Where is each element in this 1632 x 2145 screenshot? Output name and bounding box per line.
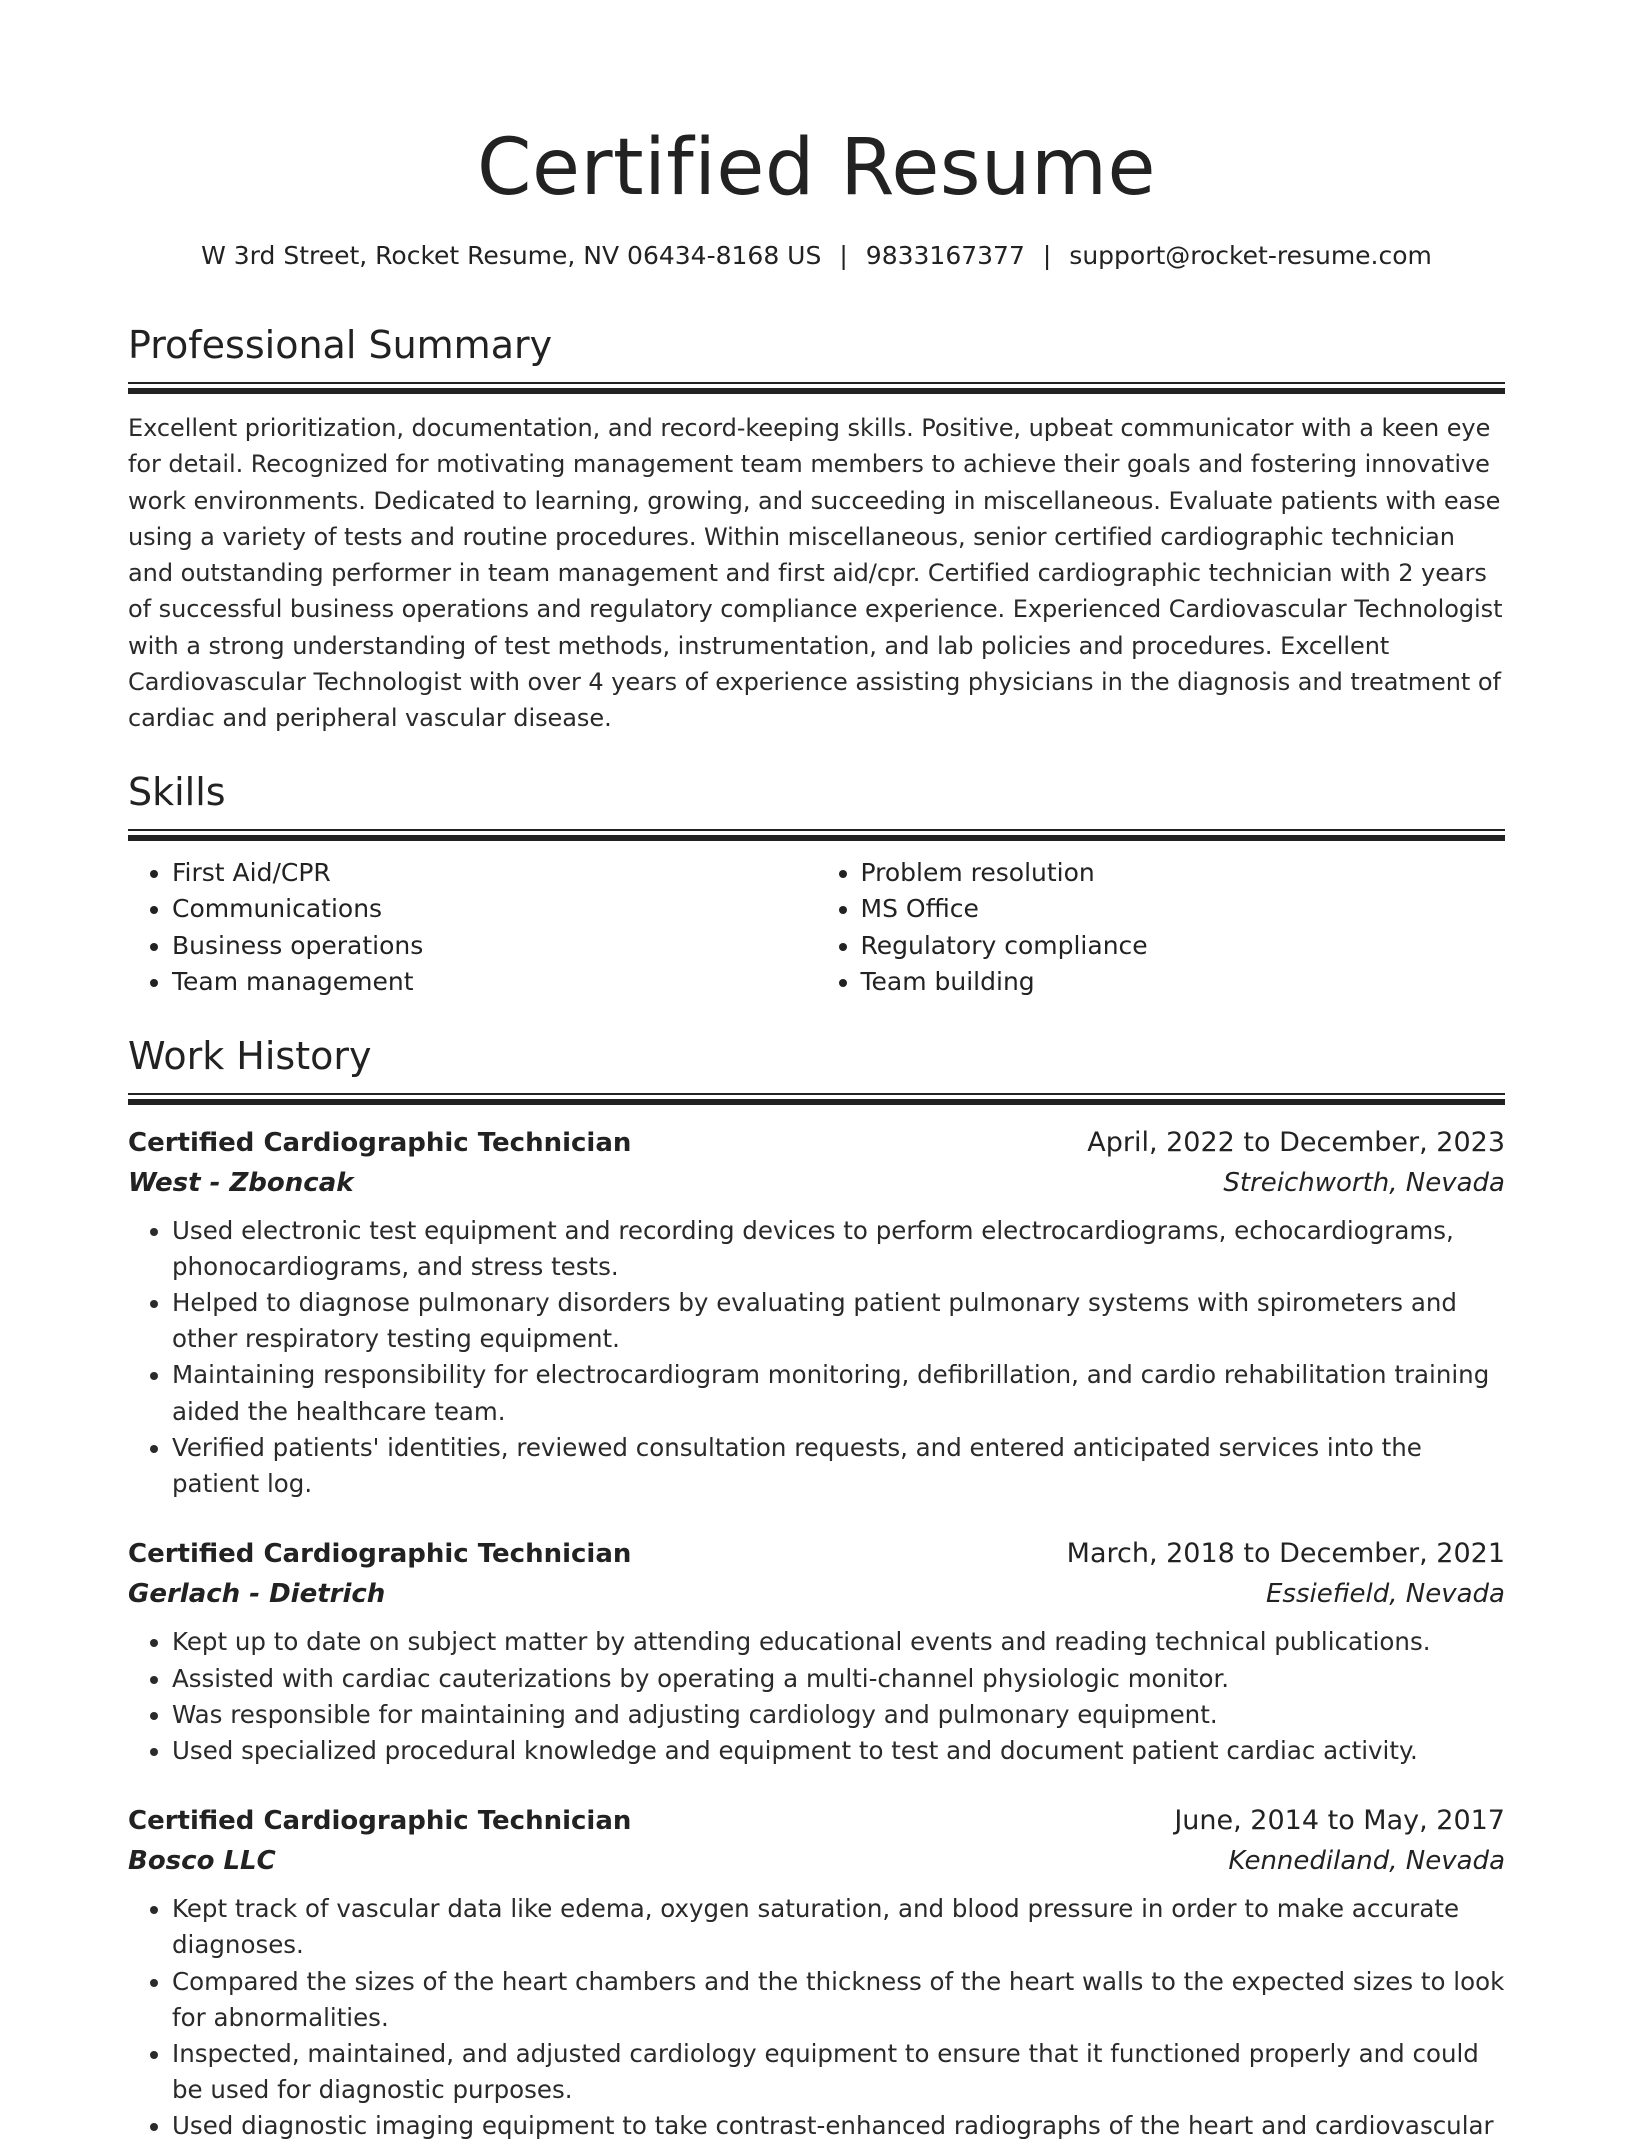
- skill-item: • Regulatory compliance: [861, 928, 1506, 965]
- job-title: Certified Cardiographic Technician: [128, 1127, 632, 1158]
- section-title-summary: Professional Summary: [128, 323, 553, 367]
- contact-line: [128, 238, 1505, 274]
- job-bullet: • Used electronic test equipment and recording devices to perform electrocardiograms, echocardiograms, phonocardiograms, and stress tests.: [172, 1213, 1505, 1285]
- job-bullet: • Inspected, maintained, and adjusted cardiology equipment to ensure that it functioned properly and could be used for diagnostic purposes.: [172, 2036, 1505, 2108]
- job-entry: [128, 1123, 1505, 1503]
- job-title: Certified Cardiographic Technician: [128, 1806, 632, 1837]
- skill-item: • Team building: [861, 964, 1506, 1001]
- skills-list-left: [128, 855, 817, 1001]
- skill-item: • Communications: [172, 891, 817, 928]
- job-location: Essiefield, Nevada: [1266, 1579, 1505, 1610]
- job-company: Gerlach - Dietrich: [128, 1579, 386, 1610]
- skill-item: • Business operations: [172, 928, 817, 965]
- contact-email: support@rocket-resume.com: [1069, 241, 1432, 270]
- job-dates: June, 2014 to May, 2017: [1174, 1805, 1505, 1837]
- job-bullet: • Compared the sizes of the heart chambers and the thickness of the heart walls to the expected sizes to look for abnormalities.: [172, 1964, 1505, 2036]
- job-entry: [128, 1534, 1505, 1769]
- section-title-skills: Skills: [128, 769, 226, 814]
- job-bullets: [128, 1891, 1505, 2144]
- job-dates: April, 2022 to December, 2023: [1087, 1126, 1505, 1158]
- job-company: West - Zboncak: [128, 1167, 354, 1198]
- job-bullet: • Was responsible for maintaining and adjusting cardiology and pulmonary equipment.: [172, 1697, 1505, 1733]
- section-title-work: Work History: [128, 1033, 372, 1078]
- job-bullet: • Verified patients' identities, reviewed consultation requests, and entered anticipated services into the patient log.: [172, 1430, 1505, 1502]
- skills-list-right: [817, 855, 1506, 1001]
- summary-text: Excellent prioritization, documentation, and record-keeping skills. Positive, upbeat communicator with a keen eye for detail. Recognized for motivating management team members to achieve their goals and fostering innovative work environments. Dedicated to learning, growing, and succeeding in miscellaneous. Evaluate patients with ease using a variety of tests and routine procedures. Within miscellaneous, senior certified cardiographic technician and outstanding performer in team management and first aid/cpr. Certified cardiographic technician with 2 years of successful business operations and regulatory compliance experience. Experienced Cardiovascular Technologist with a strong understanding of test methods, instrumentation, and lab policies and procedures. Excellent Cardiovascular Technologist with over 4 years of experience assisting physicians in the diagnosis and treatment of cardiac and peripheral vascular disease.: [128, 414, 1503, 733]
- resume-name: Certified Resume: [477, 123, 1156, 213]
- job-company: Bosco LLC: [128, 1846, 276, 1877]
- job-bullet: • Assisted with cardiac cauterizations by operating a multi-channel physiologic monitor.: [172, 1661, 1505, 1697]
- contact-address: W 3rd Street, Rocket Resume, NV 06434-8168 US: [201, 241, 822, 270]
- professional-summary-section: [128, 320, 1505, 737]
- job-bullets: [128, 1213, 1505, 1503]
- section-divider: [128, 829, 1505, 841]
- job-bullet: • Maintaining responsibility for electrocardiogram monitoring, defibrillation, and cardio rehabilitation training aided the healthcare team.: [172, 1357, 1505, 1429]
- job-title: Certified Cardiographic Technician: [128, 1539, 632, 1570]
- section-divider: [128, 1093, 1505, 1105]
- job-bullets: [128, 1624, 1505, 1769]
- job-bullet: • Helped to diagnose pulmonary disorders by evaluating patient pulmonary systems with spirometers and other respiratory testing equipment.: [172, 1285, 1505, 1357]
- work-history-section: [128, 1031, 1505, 2145]
- job-location: Kennediland, Nevada: [1228, 1846, 1505, 1877]
- skill-item: • MS Office: [861, 891, 1506, 928]
- skills-columns: [128, 855, 1505, 1001]
- contact-separator: |: [839, 241, 848, 270]
- skill-item: • Team management: [172, 964, 817, 1001]
- job-bullet: • Used diagnostic imaging equipment to take contrast-enhanced radiographs of the heart and cardiovascular: [172, 2108, 1505, 2144]
- section-divider: [128, 382, 1505, 394]
- job-entry: [128, 1801, 1505, 2144]
- job-bullet: • Kept up to date on subject matter by attending educational events and reading technical publications.: [172, 1624, 1505, 1660]
- job-bullet: • Kept track of vascular data like edema, oxygen saturation, and blood pressure in order to make accurate diagnoses.: [172, 1891, 1505, 1963]
- skill-item: • First Aid/CPR: [172, 855, 817, 892]
- job-bullet: • Used specialized procedural knowledge and equipment to test and document patient cardiac activity.: [172, 1733, 1505, 1769]
- contact-phone: 9833167377: [865, 241, 1025, 270]
- skills-section: [128, 767, 1505, 1001]
- skill-item: • Problem resolution: [861, 855, 1506, 892]
- job-location: Streichworth, Nevada: [1223, 1167, 1505, 1198]
- job-dates: March, 2018 to December, 2021: [1066, 1538, 1505, 1570]
- contact-separator: |: [1042, 241, 1052, 270]
